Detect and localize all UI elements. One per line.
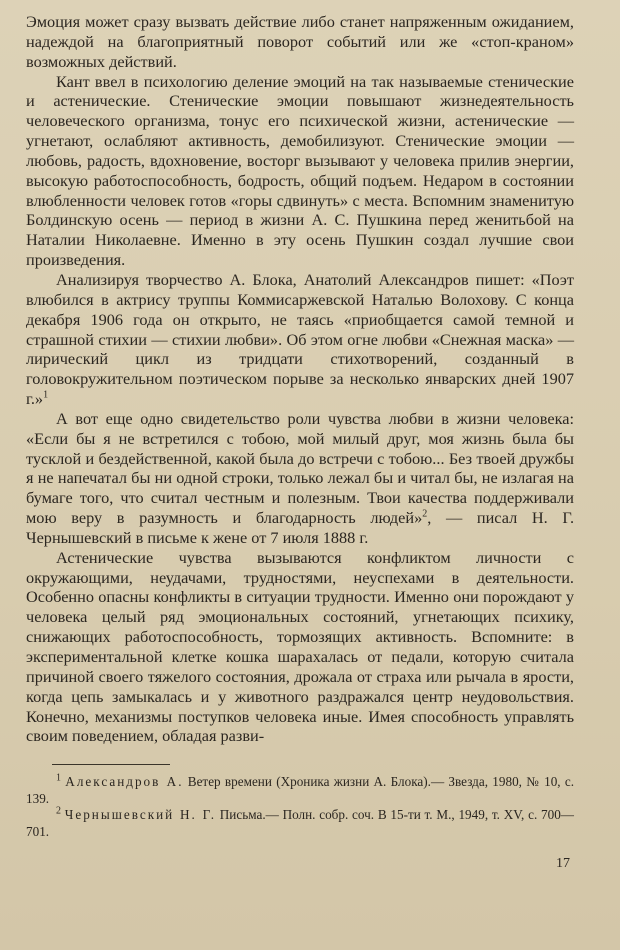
footnote-2 [26,807,574,840]
paragraph-1: Эмоция может сразу вызвать действие либо станет напряженным ожиданием, надеждой на благоприятный поворот событий или же «стоп-краном» возможных действий. [26,12,574,71]
paragraph-3-text: Анализируя творчество А. Блока, Анатолий Александров пишет: «Поэт влюбился в актрису труппы Коммисаржевской Наталью Волохову. С конца декабря 1906 года он открыто, не таясь «приобщается самой темной и страшной стихии — стихии любви». Об этом огне любви «Снежная маска» — лирический цикл из тридцати стихотворений, созданный в головокружительном поэтическом порыве за несколько январских дней 1907 г.» [26,269,574,409]
footnote-2-number: 2 [56,805,61,817]
paragraph-2: Кант ввел в психологию деление эмоций на так называемые стенические и астенические. Стенические эмоции повышают жизнедеятельность человеческого организма, тонус его психической жизни, астенические — угнетают, ослабляют активность, демобилизуют. Стенические эмоции — любовь, радость, вдохновение, восторг вызывают у человека прилив энергии, высокую работоспособность, бодрость, общий подъем. Недаром в состоянии влюбленности человек готов «горы сдвинуть» с места. Вспомним знаменитую Болдинскую осень — период в жизни А. С. Пушкина перед женитьбой на Наталии Николаевне. Именно в эту осень Пушкин создал лучшие свои произведения. [26,71,574,270]
paragraph-3 [26,270,574,409]
footnote-1 [26,774,574,807]
footnote-2-author: Чернышевский Н. Г. [64,807,217,822]
footnote-1-author: Александров А. [65,774,184,789]
footnote-ref-1: 1 [43,389,49,401]
footnote-ref-2: 2 [422,508,428,520]
footnote-1-text: Ветер времени (Хроника жизни А. Блока).— Звезда, 1980, № 10, с. 139. [26,774,575,806]
main-text [26,12,574,746]
footnotes [26,774,574,840]
footnote-2-text: Письма.— Полн. собр. соч. В 15-ти т. М., 1949, т. XV, с. 700—701. [26,807,574,839]
footnote-divider [52,764,170,765]
paragraph-4 [26,409,574,548]
page-number: 17 [556,856,570,871]
paragraph-4-text: А вот еще одно свидетельство роли чувства любви в жизни человека: «Если бы я не встретился с тобою, мой милый друг, моя жизнь была бы тусклой и бездейственной, какой была до встречи с тобою... Без твоей дружбы я не напечатал бы ни одной строки, только лежал бы и читал бы, не излагая на бумаге того, что считал честным и полезным. Твои качества поддерживали мою веру в разумность и благодарность людей» [26,408,574,528]
paragraph-4-tail: , — писал Н. Г. Чернышевский в письме к жене от 7 июля 1888 г. [26,508,575,547]
footnote-1-number: 1 [56,772,61,784]
paragraph-5: Астенические чувства вызываются конфликтом личности с окружающими, неудачами, трудностями, неуспехами в деятельности. Особенно опасны конфликты в ситуации трудности. Именно они порождают у человека целый ряд эмоциональных состояний, угнетающих психику, снижающих работоспособность, тормозящих активность. Вспомните: в экспериментальной клетке кошка шарахалась от педали, которую считала причиной своего тяжелого состояния, дрожала от страха или рычала в ярости, когда цепь замыкалась и у животного раздражался центр неудовольствия. Конечно, механизмы поступков человека иные. Имея способность управлять своим поведением, обладая разви- [26,547,574,746]
